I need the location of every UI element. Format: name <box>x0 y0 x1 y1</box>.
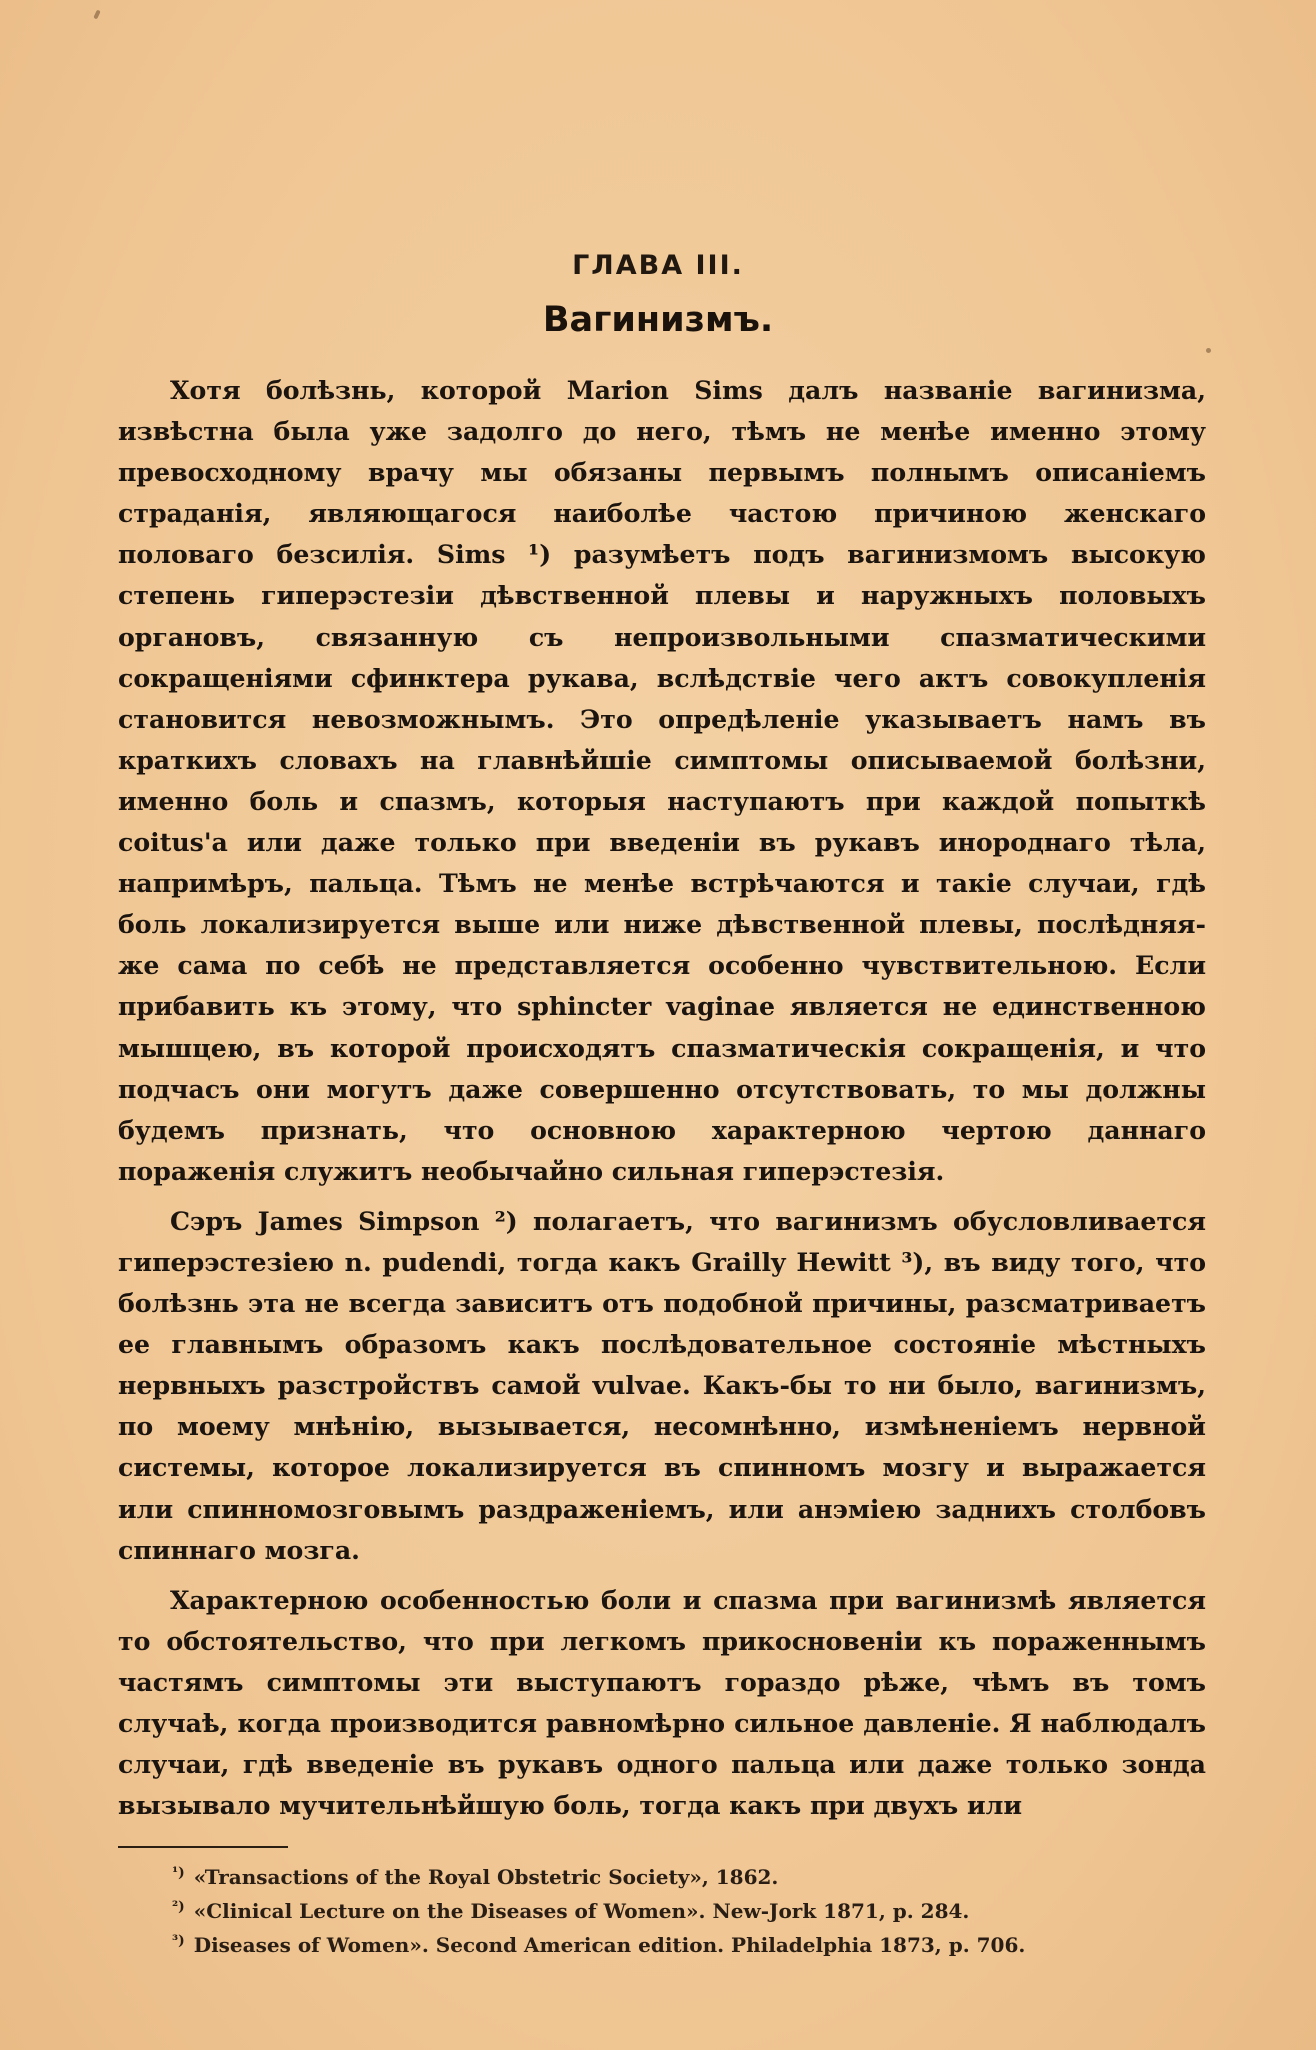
footnote-mark: ³) <box>172 1933 185 1949</box>
footnote-mark: ¹) <box>172 1865 185 1881</box>
paragraph: Хотя болѣзнь, которой Marion Sims далъ названіе вагинизма, извѣстна была уже задолго до него, тѣмъ не менѣе именно этому превосходному врачу мы обязаны первымъ полнымъ описаніемъ страданія, являющагося наиболѣе частою причиною женскаго половаго безсилія. Sims ¹) разумѣетъ подъ вагинизмомъ высокую степень гиперэстезіи дѣвственной плевы и наружныхъ половыхъ органовъ, связанную съ непроизвольными спазматическими сокращеніями сфинктера рукава, вслѣдствіе чего актъ совокупленія становится невозможнымъ. Это опредѣленіе указываетъ намъ въ краткихъ словахъ на главнѣйшіе симптомы описываемой болѣзни, именно боль и спазмъ, которыя наступаютъ при каждой попыткѣ coitus'а или даже только при введеніи въ рукавъ инороднаго тѣла, напримѣръ, пальца. Тѣмъ не менѣе встрѣчаются и такіе случаи, гдѣ боль локализируется выше или ниже дѣвственной плевы, послѣдняя-же сама по себѣ не представляется особенно чувствительною. Если прибавить къ этому, что sphincter vaginae является не единственною мышцею, въ которой происходятъ спазматическія сокращенія, и что подчасъ они могутъ даже совершенно отсутствовать, то мы должны будемъ признать, что основною характерною чертою даннаго пораженія служитъ необычайно сильная гиперэстезія. <box>118 375 1206 1186</box>
footnote-text: «Clinical Lecture on the Diseases of Women». New-Jork 1871, p. 284. <box>193 1899 970 1923</box>
chapter-title: Вагинизмъ. <box>542 300 774 340</box>
chapter-label: ГЛАВА III. <box>572 250 744 281</box>
paragraph: Характерною особенностью боли и спазма при вагинизмѣ является то обстоятельство, что при легкомъ прикосновеніи къ пораженнымъ частямъ симптомы эти выступаютъ гораздо рѣже, чѣмъ въ томъ случаѣ, когда производится равномѣрно сильное давленіе. Я наблюдалъ случаи, гдѣ введеніе въ рукавъ одного пальца или даже только зонда вызывало мучительнѣйшую боль, тогда какъ при двухъ или <box>118 1584 1206 1821</box>
footnote-text: Diseases of Women». Second American edition. Philadelphia 1873, p. 706. <box>193 1933 1026 1957</box>
ink-spot <box>93 10 100 20</box>
paragraph: Сэръ James Simpson ²) полагаетъ, что вагинизмъ обусловливается гиперэстезіею n. pudendi, тогда какъ Grailly Hewitt ³), въ виду того, что болѣзнь эта не всегда зависитъ отъ подобной причины, разсматриваетъ ее главнымъ образомъ какъ послѣдовательное состояніе мѣстныхъ нервныхъ разстройствъ самой vulvae. Какъ-бы то ни было, вагинизмъ, по моему мнѣнію, вызывается, несомнѣнно, измѣненіемъ нервной системы, которое локализируется въ спинномъ мозгу и выражается или спинномозговымъ раздраженіемъ, или анэміею заднихъ столбовъ спиннаго мозга. <box>118 1205 1206 1565</box>
footnote <box>172 1858 1172 1892</box>
footnote-text: «Transactions of the Royal Obstetric Society», 1862. <box>193 1865 779 1889</box>
body-text <box>118 370 1206 1826</box>
footnote <box>172 1892 1172 1926</box>
footnote-mark: ²) <box>172 1899 185 1915</box>
footnotes <box>172 1858 1172 1960</box>
ink-spot <box>1206 348 1211 353</box>
footnote <box>172 1926 1172 1960</box>
footnote-divider <box>118 1846 288 1848</box>
